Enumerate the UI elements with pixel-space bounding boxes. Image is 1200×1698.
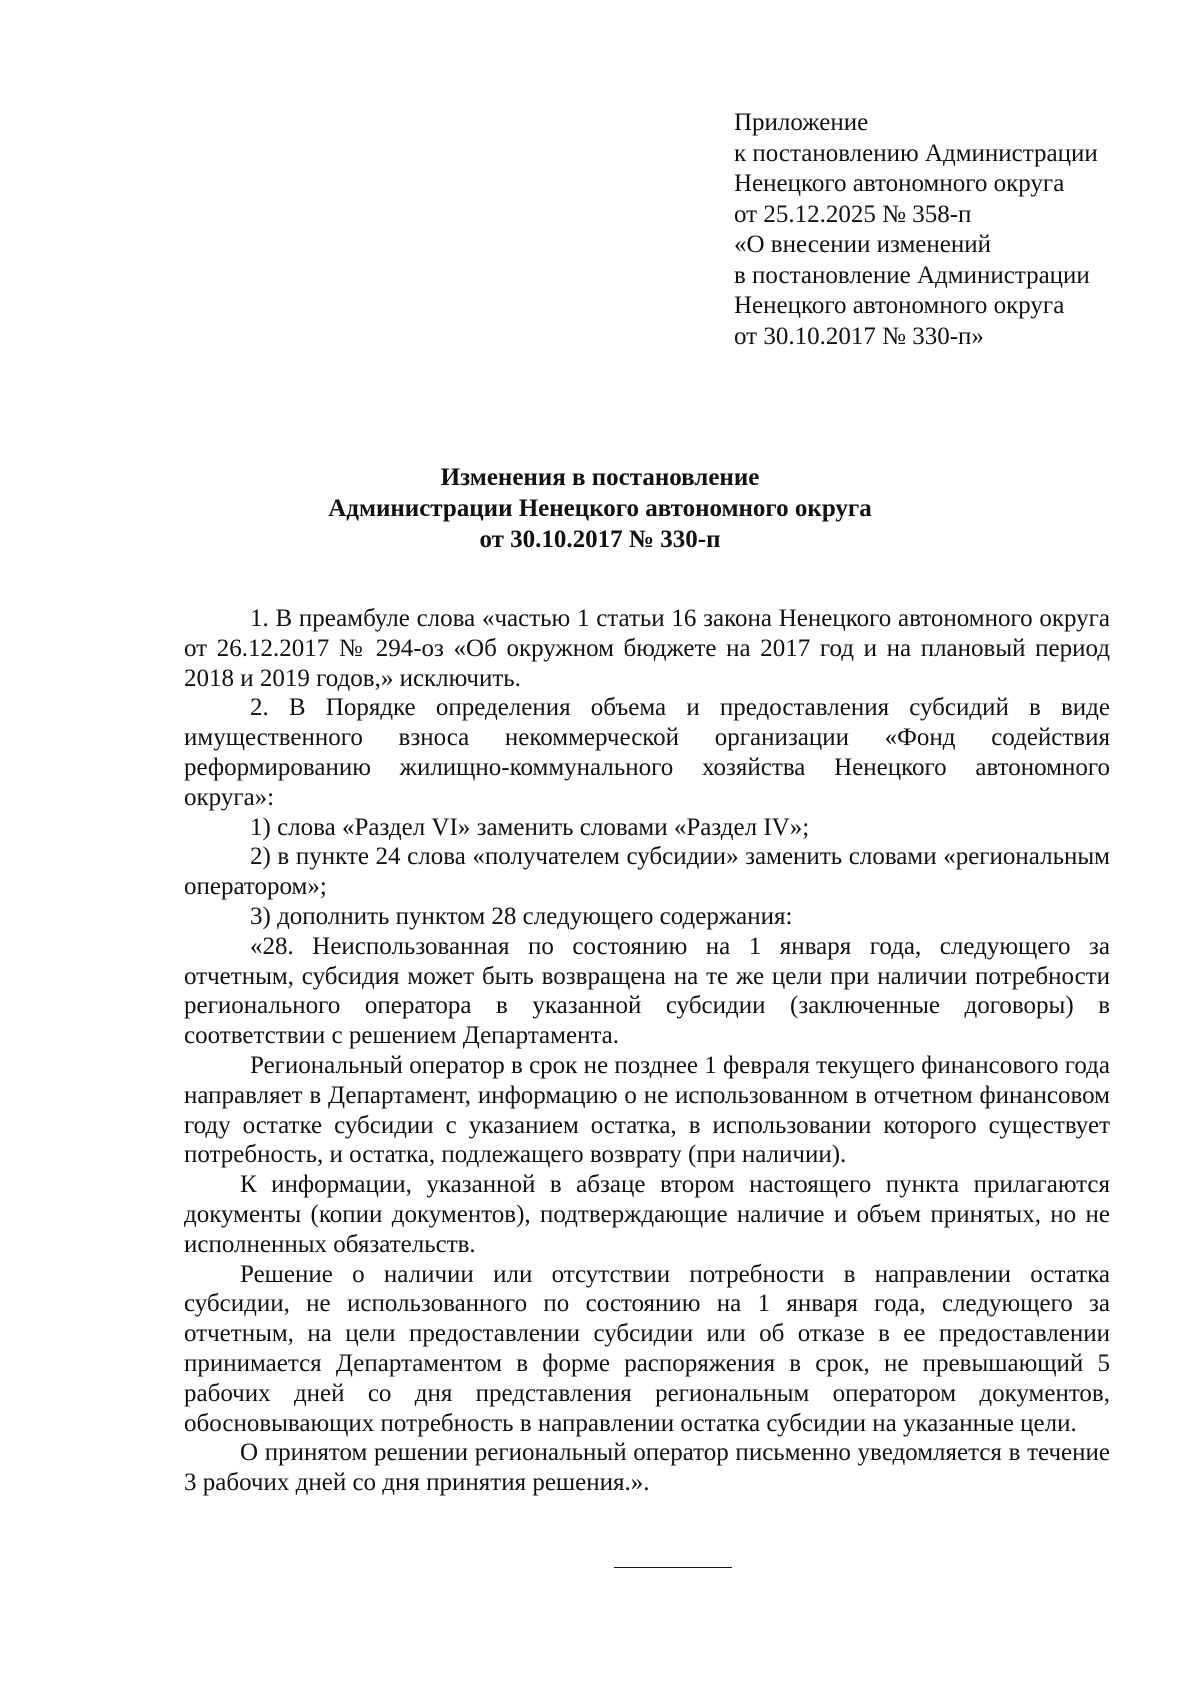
appendix-line: в постановление Администрации: [734, 261, 1090, 289]
appendix-line: от 25.12.2025 № 358-п: [734, 200, 972, 228]
paragraph-regional-operator: Региональный оператор в срок не позднее 1 февраля текущего финансового года направляет в Департамент, информацию о не использованном в отчетном финансовом году остатке субсидии с указанием остатка, в использовании которого существует потребность, и остатка, подлежащего возврату (при наличии).: [184, 1051, 1110, 1169]
document-title: [0, 462, 1200, 555]
appendix-line: Ненецкого автономного округа: [734, 292, 1065, 319]
subitem-1: 1) слова «Раздел VI» заменить словами «Раздел IV»;: [250, 813, 810, 841]
paragraph-item-2: 2. В Порядке определения объема и предоставления субсидий в виде имущественного взноса некоммерческой организации «Фонд содействия реформированию жилищно-коммунального хозяйства Ненецкого автономного округа»:: [184, 694, 1110, 811]
appendix-line: Ненецкого автономного округа: [734, 170, 1065, 197]
paragraph-28: «28. Неиспользованная по состоянию на 1 января года, следующего за отчетным, субсидия может быть возвращена на те же цели при наличии потребности регионального оператора в указанной субсидии (заключенные договоры) в соответствии с решением Департамента.: [184, 932, 1110, 1050]
title-line: от 30.10.2017 № 330-п: [479, 526, 721, 553]
paragraph-item-1: 1. В преамбуле слова «частью 1 статьи 16 закона Ненецкого автономного округа от 26.12.2017 № 294-оз «Об окружном бюджете на 2017 год и на плановый период 2018 и 2019 годов,» исключить.: [184, 605, 1110, 692]
end-divider: [614, 1567, 732, 1568]
appendix-line: от 30.10.2017 № 330-п»: [734, 322, 984, 350]
title-line: Изменения в постановление: [440, 464, 760, 491]
appendix-line: к постановлению Администрации: [734, 139, 1098, 167]
subitem-2: 2) в пункте 24 слова «получателем субсидии» заменить словами «региональным оператором»;: [184, 843, 1110, 901]
paragraph-notification: О принятом решении региональный оператор письменно уведомляется в течение 3 рабочих дней со дня принятия решения.».: [184, 1439, 1110, 1497]
appendix-line: Приложение: [734, 109, 869, 136]
appendix-block: [734, 108, 1154, 352]
paragraph-attachments: К информации, указанной в абзаце втором настоящего пункта прилагаются документы (копии документов), подтверждающие наличие и объем принятых, но не исполненных обязательств.: [184, 1171, 1110, 1258]
subitem-3: 3) дополнить пунктом 28 следующего содержания:: [250, 902, 793, 930]
paragraph-decision: Решение о наличии или отсутствии потребности в направлении остатка субсидии, не использованного по состоянию на 1 января года, следующего за отчетным, на цели предоставлении субсидии или об отказе в ее предоставлении принимается Департаментом в форме распоряжения в срок, не превышающий 5 рабочих дней со дня представления региональным оператором документов, обосновывающих потребность в направлении остатка субсидии на указанные цели.: [184, 1260, 1110, 1437]
title-line: Администрации Ненецкого автономного округа: [328, 495, 872, 522]
document-body: [184, 604, 1110, 1498]
appendix-line: «О внесении изменений: [734, 231, 992, 258]
